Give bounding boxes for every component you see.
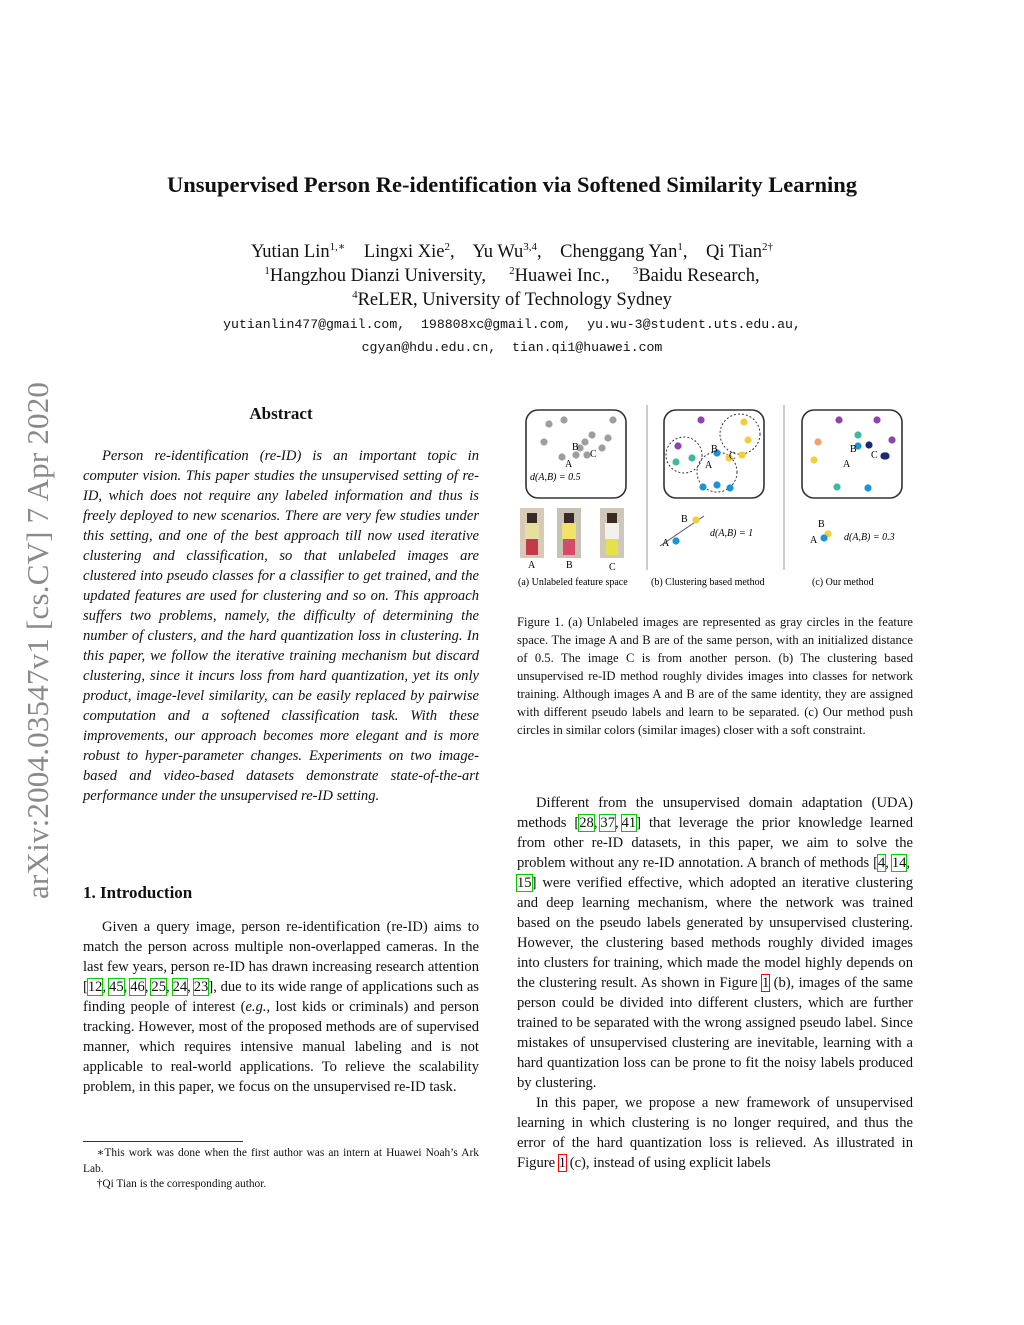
panel-label: (c) Our method <box>812 577 874 588</box>
author-list: Yutian Lin$^{1,∗}$ Lingxi Xie$^2$, Yu Wu$^{3,4}$, Chenggang Yan$^1$, Qi Tian$^{2\dagger}$ <box>250 241 774 263</box>
citation-link[interactable]: 23 <box>193 979 209 995</box>
figure-link[interactable]: 1 <box>761 975 770 991</box>
affiliation-line <box>0 289 1024 311</box>
panel-label: (b) Clustering based method <box>651 577 765 588</box>
abstract-heading: Abstract <box>249 404 313 423</box>
person-label: B <box>566 560 573 571</box>
gray-points <box>540 416 616 460</box>
section-heading: 1. Introduction <box>83 883 193 902</box>
paragraph <box>517 1093 913 1173</box>
affiliation-mark: 4 <box>352 289 358 301</box>
figure-caption: Figure 1. (a) Unlabeled images are represented as gray circles in the feature space. The image A and B are of the same person, with an initialized distance of 0.5. The image C is from another person. (b) The clustering based unsupervised re-ID method roughly divides images into classes for network training. Although images A and B are of the same identity, they are assigned with different pseudo labels and learn to be separated. (c) Our method push circles in similar colors (similar images) closer with a soft constraint. <box>517 615 913 737</box>
affiliation-name: Hangzhou Dianzi University, <box>269 266 487 287</box>
text-run: In this paper, we propose a new framework of unsupervised learning in which clustering is no longer required, and thus the error of the hard quantization loss is relieved. As illustrated in Figure <box>517 1095 913 1171</box>
text-run: ] that leverage the prior knowledge learned from other re-ID datasets, in this paper, we aim to solve the problem without any re-ID annotation. A branch of methods [ <box>517 815 913 871</box>
citation-link[interactable]: 37 <box>600 815 615 831</box>
point-label: A <box>705 460 713 471</box>
intro-body <box>83 917 479 1097</box>
text-run: Given a query image, person re-identification (re-ID) aims to match the person across multiple non-overlapped cameras. In the last few years, person re-ID has drawn increasing research attention [ <box>83 919 479 995</box>
footnotes <box>83 1146 479 1193</box>
point-label: A <box>565 459 573 470</box>
citation-link[interactable]: 28 <box>579 815 594 831</box>
cluster-circle <box>666 437 702 473</box>
citation-link[interactable]: 25 <box>151 979 166 995</box>
affiliation-name: Huawei Inc., <box>514 266 610 287</box>
citation-link[interactable]: 15 <box>517 875 532 891</box>
person-image-c <box>600 508 624 558</box>
panel-b <box>651 410 765 588</box>
author-mark: 2 <box>444 241 451 253</box>
point-label: A <box>662 538 670 549</box>
person-label: C <box>609 562 616 573</box>
text-run: (c), instead of using explicit labels <box>566 1155 771 1171</box>
point-label: C <box>590 449 597 460</box>
paper-title: Unsupervised Person Re-identification via Softened Similarity Learning <box>167 172 857 197</box>
affiliation-line <box>0 265 1024 287</box>
author-name: Yu Wu <box>472 242 524 263</box>
footnote: ∗This work was done when the first author was an intern at Huawei Noah’s Ark Lab. <box>83 1147 479 1175</box>
affiliation-name: ReLER, University of Technology Sydney <box>357 290 672 311</box>
point-label: B <box>850 444 857 455</box>
point-label: B <box>818 519 825 530</box>
panel-label: (a) Unlabeled feature space <box>518 577 628 588</box>
distance-label: d(A,B) = 0.5 <box>530 472 581 483</box>
citation-link[interactable]: 46 <box>130 979 145 995</box>
author-mark: 1,∗ <box>329 241 346 253</box>
affiliation-mark: 2 <box>509 265 515 277</box>
panel-c <box>802 410 902 588</box>
author-name: Yutian Lin <box>250 242 330 263</box>
author-mark: 3,4 <box>523 241 538 253</box>
text-run: (b), images of the same person could be divided into different clusters, which are further trained to be separated with the wrong assigned pseudo label. Since mistakes of unsupervised clustering are inevitable, learning with a hard quantization loss can be prone to fit the noisy labels produced by clustering. <box>517 975 913 1091</box>
figure-1 <box>512 400 924 600</box>
email-line: yutianlin477@gmail.com, 198808xc@gmail.com, yu.wu-3@student.uts.edu.au, <box>223 317 801 332</box>
footnote: †Qi Tian is the corresponding author. <box>96 1178 267 1190</box>
text-run: Different from the unsupervised domain adaptation (UDA) methods [ <box>517 795 913 831</box>
affiliation-mark: 3 <box>632 265 639 277</box>
citation-link[interactable]: 4 <box>877 855 886 871</box>
citation-link[interactable]: 24 <box>172 979 188 995</box>
text-run: e.g. <box>245 999 267 1015</box>
arxiv-identifier: arXiv:2004.03547v1 [cs.CV] 7 Apr 2020 <box>20 381 55 899</box>
author-mark: 1 <box>677 241 683 253</box>
text-run: , lost kids or criminals) and person tracking. However, most of the proposed methods are of supervised manner, which requires intensive manual labeling and is not applicable to real-world applications. To relieve the scalability problem, in this paper, we focus on the unsupervised re-ID task. <box>83 999 479 1095</box>
author-name: Chenggang Yan <box>560 242 678 263</box>
abstract-text: Person re-identification (re-ID) is an important topic in computer vision. This paper studies the unsupervised setting of re-ID, which does not require any labeled information and thus is freely deployed to new scenarios. There are very few studies under this setting, and one of the best approach till now used iterative clustering and classification, so that unlabeled images are clustered into pseudo classes for a classifier to get trained, and the updated features are used for clustering and so on. This approach suffers two problems, namely, the difficulty of determining the number of clusters, and the hard quantization loss in clustering. In this paper, we follow the iterative training mechanism but discard clustering, since it incurs loss from hard quantization, yet its only product, image-level similarity, can be easily replaced by pairwise computation and a softened classification task. With these improvements, our approach becomes more elegant and is more robust to hyper-parameter changes. Experiments on two image-based and video-based datasets demonstrate state-of-the-art performance under the unsupervised re-ID setting. <box>83 448 479 804</box>
abstract-body <box>83 446 479 806</box>
person-label: A <box>528 560 536 571</box>
panel-a <box>518 410 628 588</box>
point-label: A <box>843 459 851 470</box>
author-name: Lingxi Xie <box>363 242 445 263</box>
citation-link[interactable]: 41 <box>621 815 637 831</box>
affiliation-mark: 1 <box>264 265 270 277</box>
email-line: cgyan@hdu.edu.cn, tian.qi1@huawei.com <box>361 340 663 355</box>
person-image-b <box>557 508 581 558</box>
point-label: C <box>729 451 736 462</box>
paragraph: Different from the unsupervised domain adaptation (UDA) methods [28, 37, 41] that leverage the prior knowledge learned from other re-ID datasets, in this paper, we aim to solve the problem without any re-ID annotation. A branch of methods [4, 14, 15] were verified effective, which adopted an iterative clustering and deep learning mechanism, where the network was trained based on the pseudo labels generated by unsupervised clustering. However, the clustering based methods roughly divided images into clusters for training, which made the model highly depends on the clustering result. As shown in Figure 1 (b), images of the same person could be divided into different clusters, which are further trained to be separated with the wrong assigned pseudo label. Since mistakes of unsupervised clustering are inevitable, learning with a hard quantization loss can be prone to fit the noisy labels produced by clustering. <box>517 795 913 1091</box>
point-label: A <box>810 535 818 546</box>
point-label: B <box>681 514 688 525</box>
author-name: Qi Tian <box>705 242 763 263</box>
text-run: ], due to its wide range of applications such as finding people of interest ( <box>83 979 479 1015</box>
figure-link[interactable]: 1 <box>558 1155 567 1171</box>
cluster-circle <box>720 414 760 454</box>
distance-label: d(A,B) = 1 <box>710 528 754 539</box>
right-column-body <box>517 793 913 1173</box>
text-run: ] were verified effective, which adopted an iterative clustering and deep learning mechanism, where the network was trained based on the pseudo labels generated by unsupervised clustering. However, the clustering based methods roughly divided images into clusters for training, which made the model highly depends on the clustering result. As shown in Figure <box>517 875 913 991</box>
affiliation-name: Baidu Research, <box>638 266 760 287</box>
citation-link[interactable]: 12 <box>87 979 103 995</box>
author-mark: 2† <box>762 241 774 253</box>
distance-label: d(A,B) = 0.3 <box>844 532 895 543</box>
paragraph: Given a query image, person re-identification (re-ID) aims to match the person across multiple non-overlapped cameras. In the last few years, person re-ID has drawn increasing research attention [12, 45, 46, 25, 24, 23], due to its wide range of applications such as finding people of interest (e.g., lost kids or criminals) and person tracking. However, most of the proposed methods are of supervised manner, which requires intensive manual labeling and is not applicable to real-world applications. To relieve the scalability problem, in this paper, we focus on the unsupervised re-ID task. <box>83 919 479 1095</box>
point-label: B <box>572 442 579 453</box>
person-image-a <box>520 508 544 558</box>
citation-link[interactable]: 45 <box>109 979 124 995</box>
footnote-rule <box>83 1141 243 1142</box>
point-label: C <box>871 450 878 461</box>
citation-link[interactable]: 14 <box>891 855 907 871</box>
point-label: B <box>711 444 718 455</box>
